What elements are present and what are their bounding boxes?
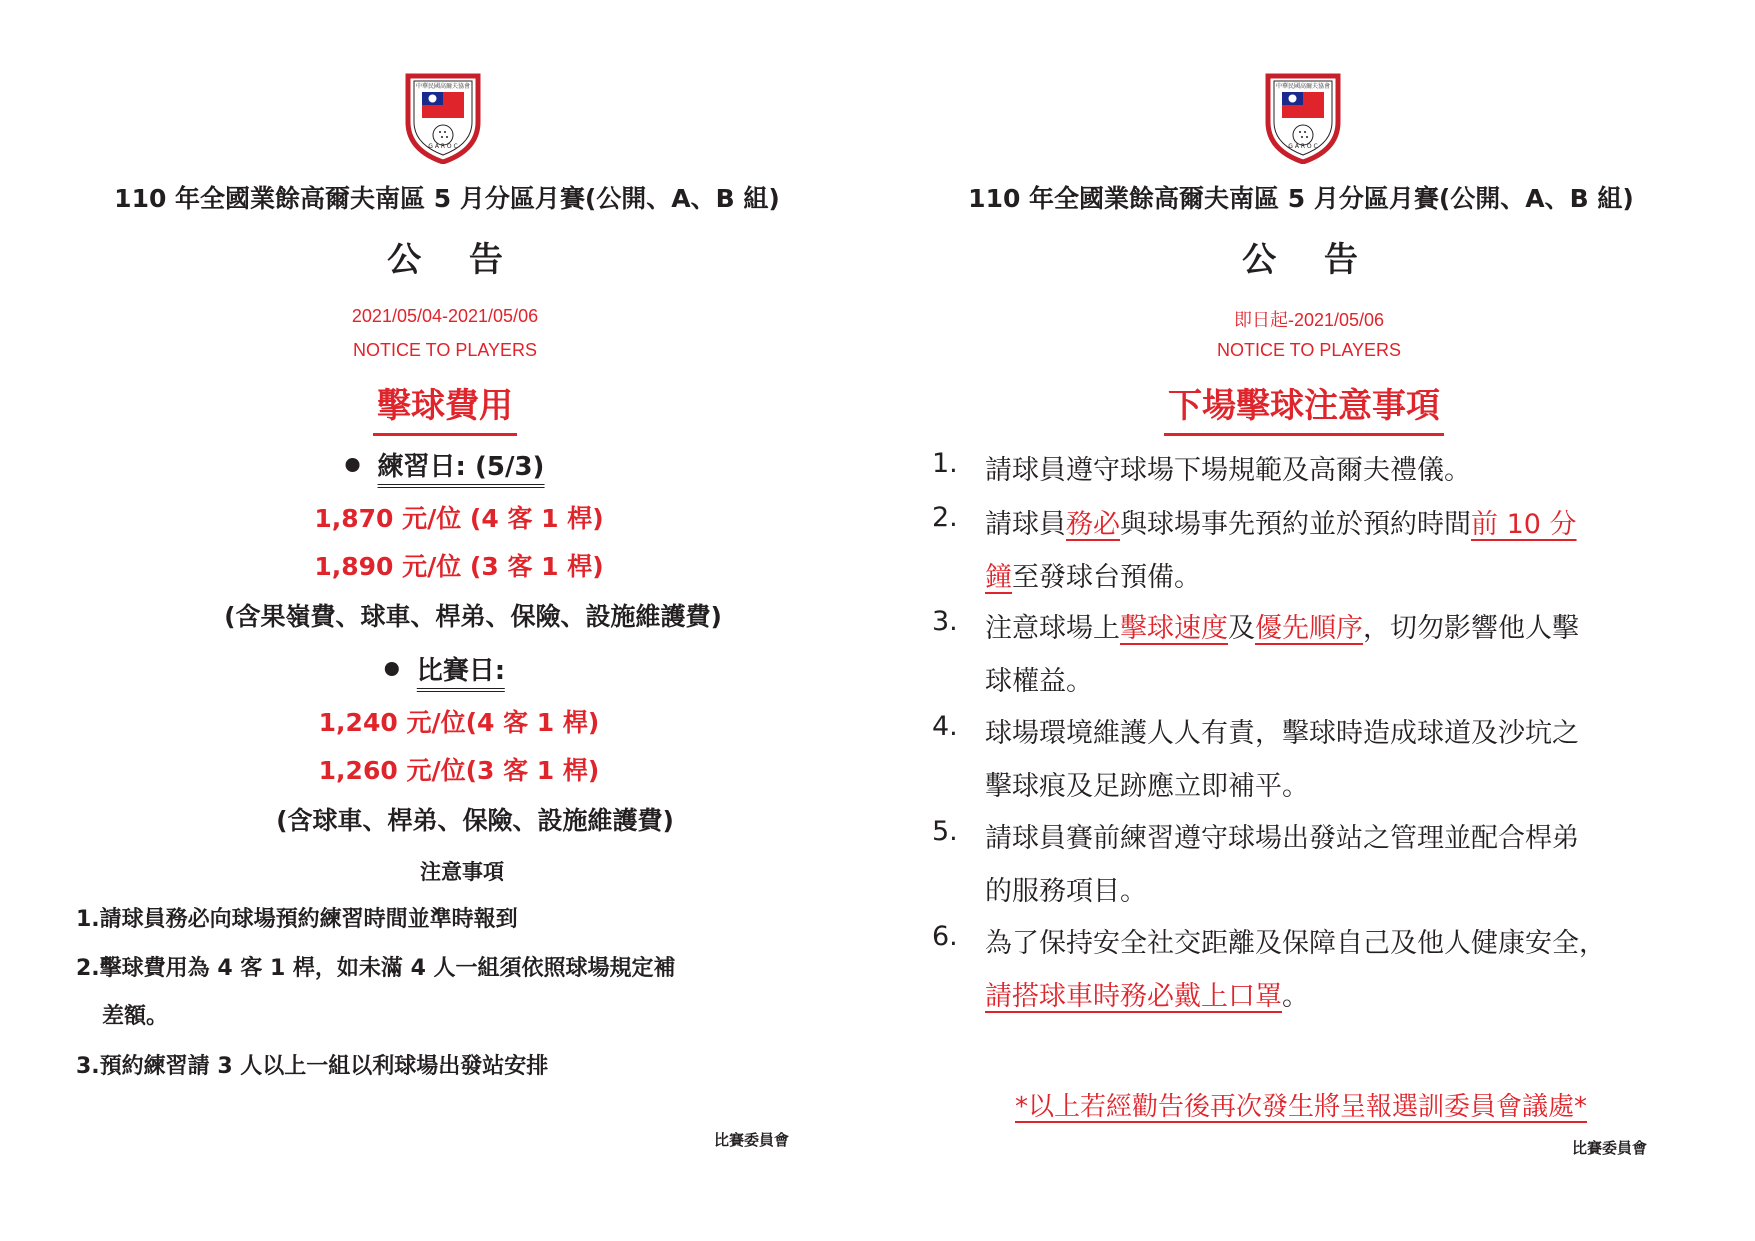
date-range: 即日起-2021/05/06: [1233, 310, 1385, 330]
rule-text-line-2: 球權益。: [985, 666, 1093, 697]
notes-title: 注意事項: [420, 860, 504, 884]
logo-top-text: 中華民國高爾夫協會: [415, 83, 471, 90]
rule-text: 請球員遵守球場下場規範及高爾夫禮儀。: [985, 455, 1471, 486]
rule-text-segment: 與球場事先預約並於預約時間: [1120, 509, 1471, 540]
note-item: 2.擊球費用為 4 客 1 桿，如未滿 4 人一組須依照球場規定補: [76, 956, 676, 981]
match-includes: (含球車、桿弟、保險、設施維護費): [276, 806, 674, 835]
event-title: 110 年全國業餘高爾夫南區 5 月分區月賽(公開、A、B 組): [114, 184, 780, 213]
event-title: 110 年全國業餘高爾夫南區 5 月分區月賽(公開、A、B 組): [968, 184, 1634, 213]
rule-text-line-1: 球場環境維護人人有責，擊球時造成球道及沙坑之: [985, 718, 1579, 749]
logo-bottom-text: G A R O C: [1288, 143, 1318, 150]
announcement-title: 公 告: [1242, 240, 1376, 280]
right-notice-panel: [880, 0, 1755, 1241]
practice-includes: (含果嶺費、球車、桿弟、保險、設施維護費): [224, 602, 722, 631]
rule-number: 2.: [932, 502, 958, 533]
bullet-icon: [385, 662, 399, 676]
note-item: 3.預約練習請 3 人以上一組以利球場出發站安排: [76, 1054, 549, 1079]
notice-to-players: NOTICE TO PLAYERS: [1216, 340, 1402, 360]
rule-emphasis: 請搭球車時務必戴上口罩: [985, 981, 1282, 1012]
rule-item-6: [932, 921, 1712, 1016]
rule-text-line-1: 為了保持安全社交距離及保障自己及他人健康安全，: [985, 928, 1606, 959]
warning-note: *以上若經勸告後再次發生將呈報選訓委員會議處*: [1014, 1092, 1588, 1122]
section-heading: 下場擊球注意事項: [1164, 378, 1444, 436]
garoc-shield-icon: [404, 72, 482, 164]
practice-price-3: 1,890 元/位 (3 客 1 桿): [314, 552, 604, 581]
rule-emphasis: 前 10 分: [1471, 509, 1577, 540]
rule-text-line-2: [985, 974, 1309, 1013]
logo-top-text: 中華民國高爾夫協會: [1275, 83, 1331, 90]
garoc-logo: [1264, 72, 1342, 164]
practice-day-heading: [346, 446, 545, 483]
bullet-icon: [346, 458, 360, 472]
rule-item-2: [932, 502, 1712, 597]
rule-text-line-2: [985, 555, 1201, 594]
rule-emphasis: 優先順序: [1255, 613, 1363, 644]
match-day-label: 比賽日:: [417, 656, 505, 692]
note-item-continued: 差額。: [102, 1004, 169, 1029]
rule-emphasis: 務必: [1066, 509, 1120, 540]
rule-text-line-1: [985, 606, 1579, 645]
rule-item-4: [932, 711, 1712, 806]
date-range: 2021/05/04-2021/05/06: [351, 306, 539, 326]
rule-number: 1.: [932, 448, 958, 479]
rule-text-segment: 注意球場上: [985, 613, 1120, 644]
rule-text-line-2: 的服務項目。: [985, 876, 1147, 907]
garoc-logo: [404, 72, 482, 164]
announcement-title: 公 告: [387, 240, 521, 280]
rule-number: 4.: [932, 711, 958, 742]
committee-signature: 比賽委員會: [1572, 1139, 1648, 1157]
rule-number: 3.: [932, 606, 958, 637]
logo-bottom-text: G A R O C: [428, 143, 458, 150]
rule-item-3: [932, 606, 1712, 701]
rule-emphasis: 擊球速度: [1120, 613, 1228, 644]
section-heading: 擊球費用: [373, 378, 517, 436]
rule-item-1: [932, 448, 1712, 488]
rule-number: 5.: [932, 816, 958, 847]
rule-text-line-1: [985, 502, 1577, 541]
match-price-3: 1,260 元/位(3 客 1 桿): [318, 756, 600, 785]
rule-item-5: [932, 816, 1712, 911]
rule-emphasis: 鐘: [985, 562, 1012, 593]
rule-text-segment: 及: [1228, 613, 1255, 644]
rule-text-segment: 請球員: [985, 509, 1066, 540]
note-item: 1.請球員務必向球場預約練習時間並準時報到: [76, 907, 518, 932]
rule-number: 6.: [932, 921, 958, 952]
rule-text-segment: 。: [1282, 981, 1309, 1012]
notice-to-players: NOTICE TO PLAYERS: [352, 340, 538, 360]
rule-text-line-1: 請球員賽前練習遵守球場出發站之管理並配合桿弟: [985, 823, 1579, 854]
match-price-4: 1,240 元/位(4 客 1 桿): [318, 708, 600, 737]
garoc-shield-icon: [1264, 72, 1342, 164]
practice-price-4: 1,870 元/位 (4 客 1 桿): [314, 504, 604, 533]
rule-text-segment: ，切勿影響他人擊: [1363, 613, 1579, 644]
rule-text-line-2: 擊球痕及足跡應立即補平。: [985, 771, 1309, 802]
match-day-heading: [385, 650, 505, 687]
committee-signature: 比賽委員會: [714, 1131, 790, 1149]
practice-day-label: 練習日: (5/3): [378, 452, 545, 488]
rule-text-segment: 至發球台預備。: [1012, 562, 1201, 593]
